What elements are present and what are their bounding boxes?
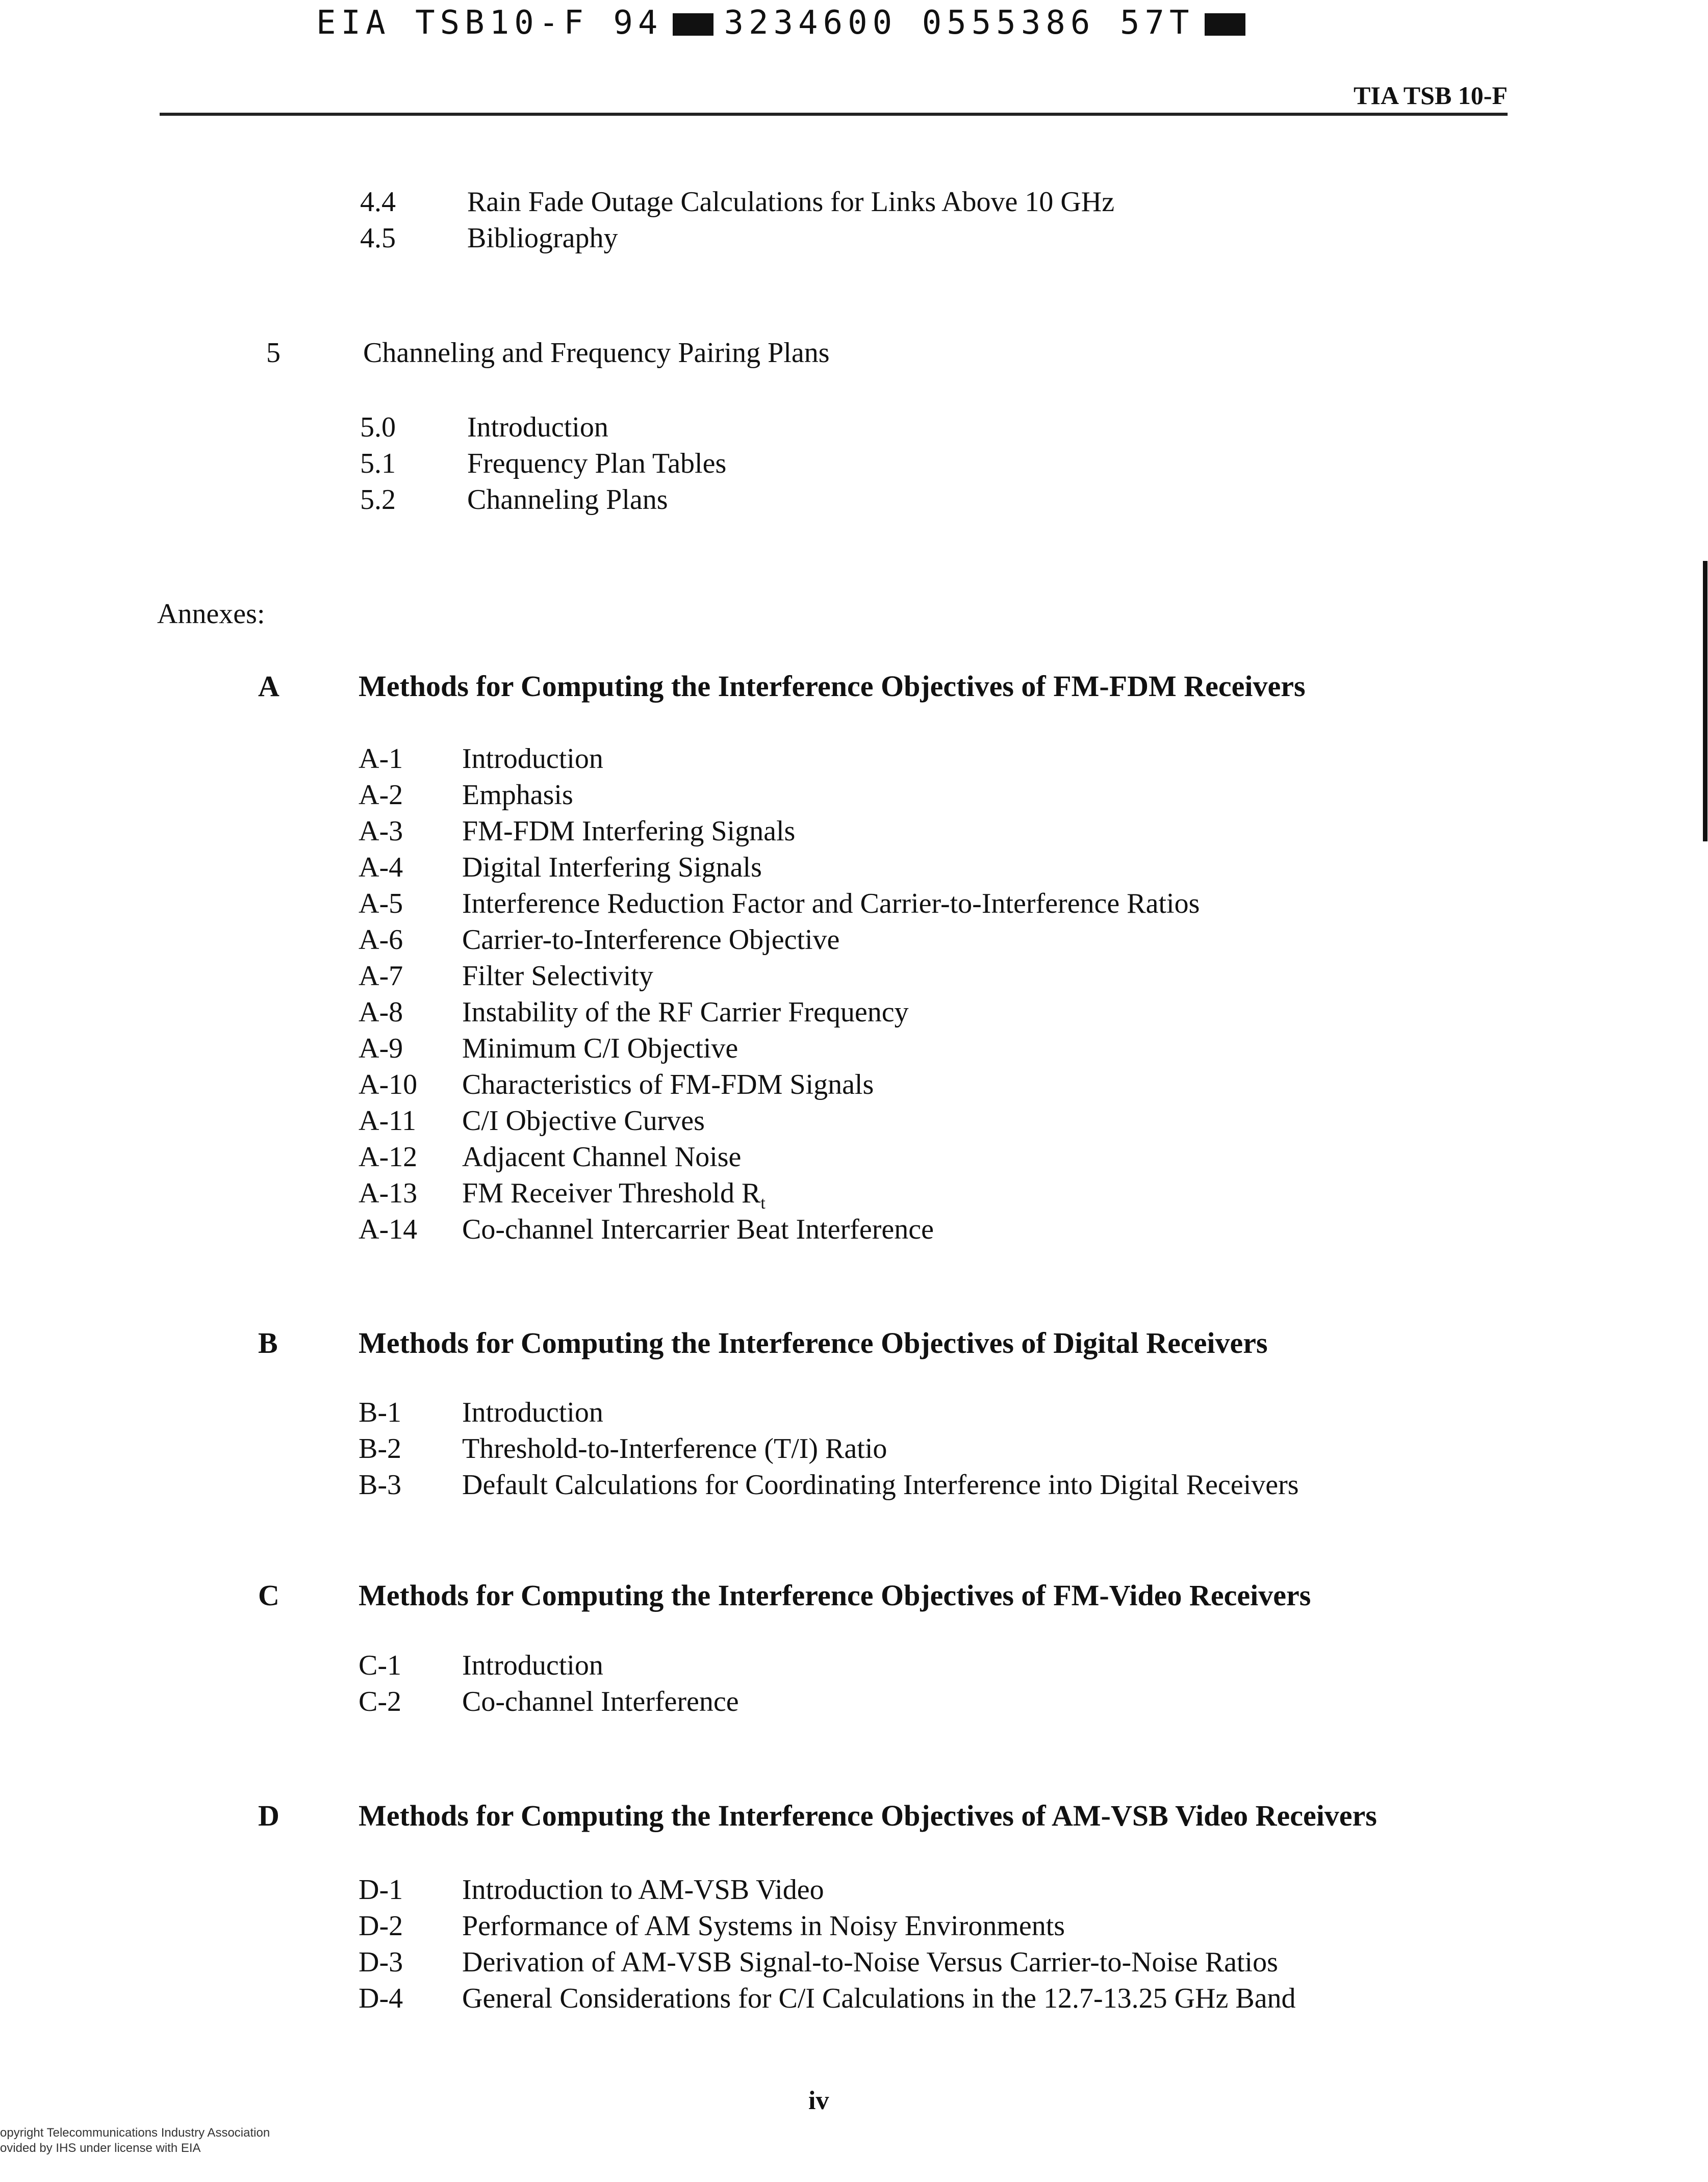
entry-number: A-7 (359, 960, 403, 992)
entry-title: Methods for Computing the Interference Objectives of AM-VSB Video Receivers (359, 1799, 1377, 1832)
entry-number: C-1 (359, 1650, 401, 1681)
entry-title: Emphasis (462, 779, 573, 811)
entry-title: Adjacent Channel Noise (462, 1141, 742, 1173)
annexes-label: Annexes: (157, 598, 265, 630)
entry-number: A-5 (359, 888, 403, 919)
entry-title: Performance of AM Systems in Noisy Environments (462, 1910, 1065, 1942)
entry-number: A-9 (359, 1033, 403, 1064)
entry-number: A-14 (359, 1214, 418, 1245)
entry-number: D-2 (359, 1910, 403, 1942)
entry-title: Introduction (467, 412, 608, 443)
scan-stamp (316, 4, 1256, 42)
entry-title: Methods for Computing the Interference Objectives of FM-Video Receivers (359, 1579, 1311, 1612)
entry-number: C-2 (359, 1686, 401, 1717)
entry-title: Frequency Plan Tables (467, 448, 727, 479)
entry-number: D (258, 1799, 279, 1832)
entry-title: Methods for Computing the Interference Objectives of FM-FDM Receivers (359, 670, 1306, 703)
entry-number: 4.4 (360, 186, 396, 218)
footer-line-2: ovided by IHS under license with EIA (0, 2141, 201, 2155)
entry-title: C/I Objective Curves (462, 1105, 705, 1137)
entry-title: Methods for Computing the Interference Objectives of Digital Receivers (359, 1326, 1268, 1359)
entry-number: A-3 (359, 815, 403, 847)
entry-number: B-3 (359, 1469, 401, 1501)
entry-number: A-11 (359, 1105, 417, 1137)
entry-number: 5 (266, 337, 281, 369)
entry-title: Default Calculations for Coordinating Interference into Digital Receivers (462, 1469, 1299, 1501)
stamp-text-2: 3234600 0555386 57T (724, 4, 1194, 42)
entry-title: Threshold-to-Interference (T/I) Ratio (462, 1433, 887, 1465)
entry-title: Characteristics of FM-FDM Signals (462, 1069, 874, 1100)
entry-title: FM Receiver Threshold $R_t$ (462, 1177, 766, 1213)
document-id: TIA TSB 10-F (1354, 81, 1508, 110)
entry-number: 5.0 (360, 412, 396, 443)
entry-number: 5.2 (360, 484, 396, 516)
entry-title: General Considerations for C/I Calculations in the 12.7-13.25 GHz Band (462, 1983, 1296, 2014)
entry-title: Derivation of AM-VSB Signal-to-Noise Versus Carrier-to-Noise Ratios (462, 1946, 1278, 1978)
stamp-block (1205, 13, 1245, 36)
entry-number: D-3 (359, 1946, 403, 1978)
entry-number: B (258, 1326, 278, 1359)
header-rule (160, 113, 1508, 116)
entry-title: Carrier-to-Interference Objective (462, 924, 840, 956)
entry-title: Interference Reduction Factor and Carrier-to-Interference Ratios (462, 888, 1200, 919)
entry-number: A-8 (359, 996, 403, 1028)
entry-number: 4.5 (360, 222, 396, 254)
entry-number: 5.1 (360, 448, 396, 479)
entry-number: A-12 (359, 1141, 418, 1173)
subscript: t (760, 1194, 766, 1213)
entry-number: A-2 (359, 779, 403, 811)
entry-number: A-4 (359, 852, 403, 883)
entry-title: Bibliography (467, 222, 618, 254)
entry-title: Introduction (462, 743, 603, 775)
entry-title: FM-FDM Interfering Signals (462, 815, 796, 847)
entry-title: Channeling Plans (467, 484, 668, 516)
entry-number: B-1 (359, 1397, 401, 1428)
stamp-block (673, 13, 713, 36)
entry-title: Filter Selectivity (462, 960, 653, 992)
entry-title: Co-channel Intercarrier Beat Interference (462, 1214, 934, 1245)
entry-title: Minimum C/I Objective (462, 1033, 738, 1064)
entry-number: C (258, 1579, 279, 1612)
entry-title: Introduction to AM-VSB Video (462, 1874, 824, 1906)
entry-title: Instability of the RF Carrier Frequency (462, 996, 909, 1028)
entry-number: D-1 (359, 1874, 403, 1906)
entry-number: A-6 (359, 924, 403, 956)
entry-number: A-1 (359, 743, 403, 775)
copyright-footer (0, 2125, 270, 2156)
entry-title: Channeling and Frequency Pairing Plans (363, 337, 830, 369)
scan-edge-line (1703, 561, 1707, 841)
entry-number: A-10 (359, 1069, 418, 1100)
page-number: iv (808, 2086, 829, 2115)
entry-number: D-4 (359, 1983, 403, 2014)
entry-number: B-2 (359, 1433, 401, 1465)
entry-number: A (258, 670, 279, 703)
entry-number: A-13 (359, 1177, 418, 1209)
entry-title: Digital Interfering Signals (462, 852, 762, 883)
entry-title: Co-channel Interference (462, 1686, 739, 1717)
entry-title: Introduction (462, 1650, 603, 1681)
footer-line-1: opyright Telecommunications Industry Association (0, 2126, 270, 2140)
stamp-text-1: EIA TSB10-F 94 (316, 4, 663, 42)
entry-title: Introduction (462, 1397, 603, 1428)
entry-title: Rain Fade Outage Calculations for Links Above 10 GHz (467, 186, 1115, 218)
